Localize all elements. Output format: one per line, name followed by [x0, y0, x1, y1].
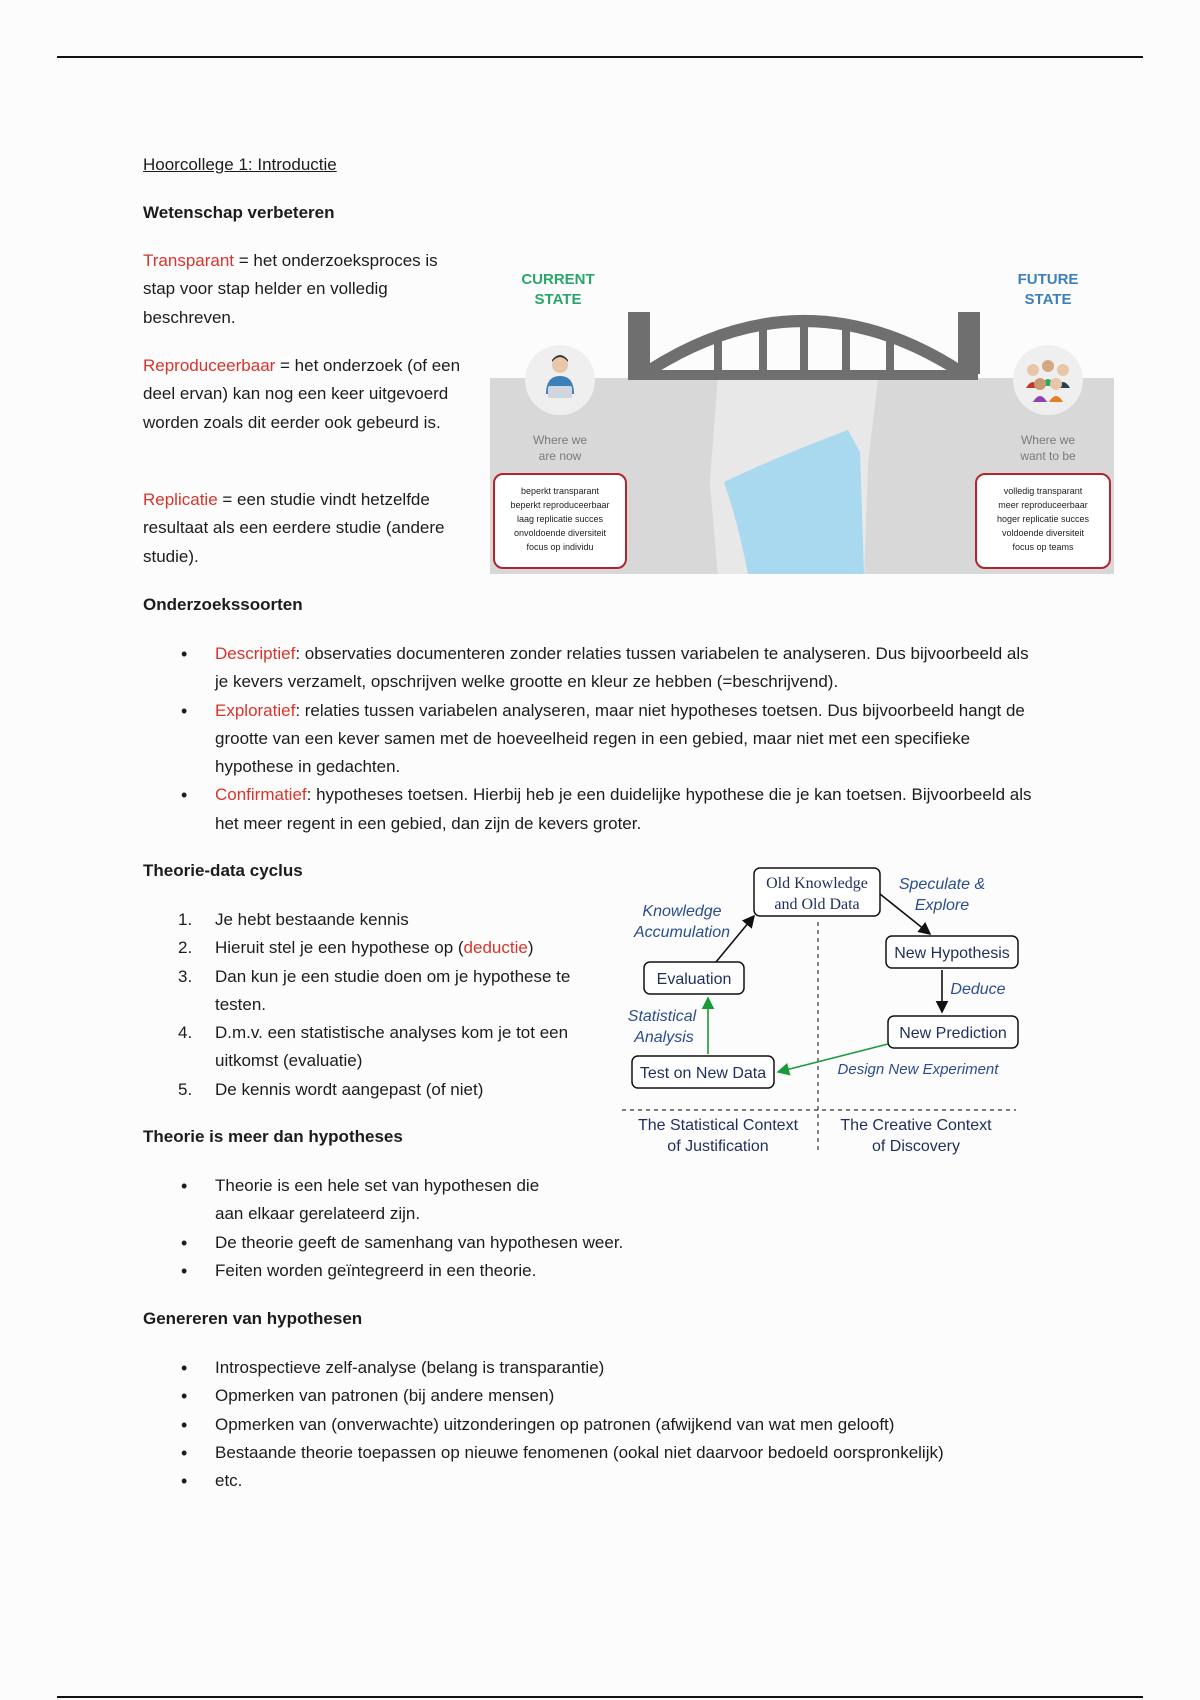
current-state-label: CURRENT — [521, 271, 595, 288]
list-item — [143, 781, 1043, 838]
test-new-data-label: Test on New Data — [639, 1065, 767, 1082]
list-item: • Introspectieve zelf-analyse (belang is transparantie) — [143, 1354, 1083, 1382]
where-future-label-2: want to be — [1020, 449, 1076, 463]
list-item — [143, 640, 1043, 697]
theory-data-cycle-diagram — [620, 862, 1020, 1162]
term-exploratief: Exploratief — [215, 700, 296, 720]
bridge-deck — [628, 370, 978, 380]
definition-reproduceerbaar — [143, 352, 463, 437]
term-confirmatief: Confirmatief — [215, 785, 307, 805]
speculate-label: Speculate & — [898, 876, 986, 893]
person-icon — [525, 345, 595, 415]
future-attribute: hoger replicatie succes — [996, 514, 1090, 524]
term-deductie: deductie — [463, 938, 528, 958]
heading-genereren-van-hypothesen: Genereren van hypothesen — [143, 1309, 363, 1328]
heading-theorie-meer-dan-hypotheses: Theorie is meer dan hypotheses — [143, 1127, 403, 1146]
current-attribute: focus op individu — [526, 542, 594, 552]
future-attribute: focus op teams — [1012, 542, 1074, 552]
knowledge-accumulation-label: Knowledge — [642, 903, 722, 920]
term-transparant: Transparant — [143, 251, 235, 270]
where-now-label: Where we — [532, 433, 588, 447]
list-item-text: : relaties tussen variabelen analyseren, maar niet hypotheses toetsen. Dus bijvoorbeeld hangt de grootte van een kever samen met de hoeveelheid regen in een gebied, maar niet met een specifieke hypothese in gedachten. — [215, 700, 1025, 777]
list-item: • Opmerken van patronen (bij andere mensen) — [143, 1382, 1083, 1410]
bridge-illustration — [488, 262, 1116, 574]
list-item: 4. D.m.v. een statistische analyses kom je tot een uitkomst (evaluatie) — [178, 1023, 569, 1071]
generate-hypotheses-list — [143, 1354, 1083, 1495]
definition-text: = het onderzoek (of een deel ervan) kan nog een keer uitgevoerd worden zoals dit eerder ook gebeurd is. — [143, 356, 461, 432]
old-knowledge-label: Old Knowledge — [766, 875, 868, 892]
justification-label-2: of Justification — [667, 1138, 769, 1155]
discovery-label-2: of Discovery — [871, 1138, 961, 1155]
definition-text: = het onderzoeksproces is stap voor stap helder en volledig beschreven. — [143, 251, 438, 327]
cycle-steps-list — [143, 906, 603, 1104]
list-item: 5. De kennis wordt aangepast (of niet) — [178, 1079, 484, 1099]
speculate-label-2: Explore — [914, 897, 970, 914]
current-attribute: beperkt reproduceerbaar — [510, 500, 610, 510]
top-rule — [57, 56, 1143, 58]
bottom-rule — [57, 1696, 1143, 1698]
list-item-text: : observaties documenteren zonder relaties tussen variabelen te analyseren. Dus bijvoorbeeld als je kevers verzamelt, opschrijven welke grootte en kleur ze hebben (=beschrijvend). — [215, 644, 1029, 692]
design-experiment-label: Design New Experiment — [837, 1061, 999, 1078]
definition-transparant — [143, 247, 463, 332]
list-item — [143, 697, 1043, 782]
research-types-list — [143, 640, 1043, 838]
list-item: • De theorie geeft de samenhang van hypothesen weer. — [143, 1229, 663, 1257]
statistical-analysis-label: Statistical — [627, 1008, 697, 1025]
future-attribute: meer reproduceerbaar — [998, 500, 1088, 510]
evaluation-label: Evaluation — [656, 971, 732, 988]
list-item: • Bestaande theorie toepassen op nieuwe fenomenen (ookal niet daarvoor bedoeld oorspronkelijk) — [143, 1439, 1083, 1467]
future-attribute: volledig transparant — [1003, 486, 1083, 496]
list-item: 2. Hieruit stel je een hypothese op (deductie) — [178, 938, 534, 958]
current-attribute: onvoldoende diversiteit — [513, 528, 607, 538]
future-attribute: voldoende diversiteit — [1001, 528, 1085, 538]
current-attribute: beperkt transparant — [520, 486, 600, 496]
bridge-pillar-right — [958, 312, 980, 374]
list-item: • etc. — [143, 1467, 1083, 1495]
heading-wetenschap-verbeteren: Wetenschap verbeteren — [143, 203, 335, 222]
definition-text: = een studie vindt hetzelfde resultaat als een eerdere studie (andere studie). — [143, 490, 445, 566]
theory-list — [143, 1172, 663, 1285]
new-hypothesis-label: New Hypothesis — [894, 945, 1010, 962]
list-item-text: : hypotheses toetsen. Hierbij heb je een duidelijke hypothese die je kan toetsen. Bijvoorbeeld als het meer regent in een gebied, dan zijn de kevers groter. — [215, 785, 1032, 833]
current-attribute: laag replicatie succes — [516, 514, 604, 524]
deduce-label: Deduce — [950, 981, 1006, 998]
old-knowledge-label-2: and Old Data — [774, 896, 860, 913]
current-state-label-2: STATE — [534, 291, 582, 308]
justification-label: The Statistical Context — [637, 1117, 799, 1134]
bridge-pillar-left — [628, 312, 650, 374]
list-item: • Theorie is een hele set van hypothesen die aan elkaar gerelateerd zijn. — [143, 1172, 545, 1229]
future-state-label: FUTURE — [1017, 271, 1079, 288]
heading-theorie-data-cyclus: Theorie-data cyclus — [143, 861, 303, 880]
term-descriptief: Descriptief — [215, 644, 296, 663]
team-icon — [1013, 345, 1083, 415]
term-reproduceerbaar: Reproduceerbaar — [143, 356, 276, 375]
where-now-label-2: are now — [538, 449, 582, 463]
document-title: Hoorcollege 1: Introductie — [143, 155, 337, 174]
knowledge-accumulation-label-2: Accumulation — [633, 924, 731, 941]
term-replicatie: Replicatie — [143, 490, 218, 509]
definition-replicatie — [143, 486, 463, 571]
list-item: • Feiten worden geïntegreerd in een theorie. — [143, 1257, 663, 1285]
list-item: 3. Dan kun je een studie doen om je hypothese te testen. — [178, 966, 571, 1014]
new-prediction-label: New Prediction — [899, 1025, 1007, 1042]
discovery-label: The Creative Context — [840, 1117, 992, 1134]
where-future-label: Where we — [1020, 433, 1076, 447]
future-state-label-2: STATE — [1024, 291, 1072, 308]
list-item: 1. Je hebt bestaande kennis — [178, 910, 409, 929]
list-item: • Opmerken van (onverwachte) uitzonderingen op patronen (afwijkend van wat men gelooft) — [143, 1411, 1083, 1439]
heading-onderzoekssoorten: Onderzoekssoorten — [143, 595, 303, 614]
statistical-analysis-label-2: Analysis — [634, 1029, 694, 1046]
